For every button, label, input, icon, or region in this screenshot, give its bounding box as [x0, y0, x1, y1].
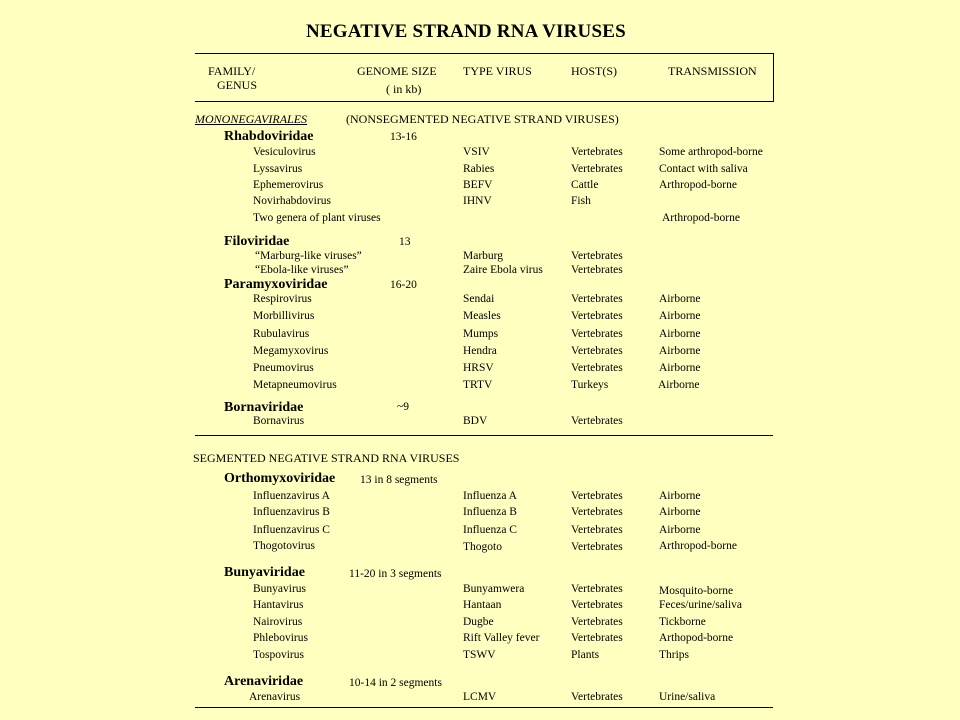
family-name: Filoviridae [224, 234, 290, 249]
genome-size-value: 13 [399, 236, 411, 248]
type-virus-cell: LCMV [463, 691, 497, 703]
genus-cell: Nairovirus [253, 616, 303, 628]
family-name: Orthomyxoviridae [224, 471, 336, 486]
section-divider-rule [195, 435, 773, 436]
genome-size-value: ~9 [397, 401, 409, 413]
genus-cell: Lyssavirus [253, 163, 303, 175]
genus-cell: Vesiculovirus [253, 146, 316, 158]
host-cell: Vertebrates [571, 541, 623, 553]
right-border [773, 53, 774, 102]
genus-cell: Rubulavirus [253, 328, 310, 340]
transmission-cell: Airborne [659, 524, 701, 536]
host-cell: Vertebrates [571, 490, 623, 502]
genus-cell: Bornavirus [253, 415, 305, 427]
host-cell: Vertebrates [571, 506, 623, 518]
transmission-cell: Tickborne [659, 616, 706, 628]
genus-cell: Pneumovirus [253, 362, 314, 374]
type-virus-cell: Bunyamwera [463, 583, 525, 595]
transmission-cell: Airborne [659, 490, 701, 502]
transmission-cell: Arthropod-borne [659, 540, 737, 552]
family-name: Paramyxoviridae [224, 277, 328, 292]
genome-size-value: 11-20 in 3 segments [349, 568, 442, 580]
genus-cell: Megamyxovirus [253, 345, 329, 357]
header-type-virus: TYPE VIRUS [463, 64, 532, 78]
host-cell: Vertebrates [571, 632, 623, 644]
genus-cell: Metapneumovirus [253, 379, 337, 391]
host-cell: Vertebrates [571, 415, 623, 427]
genus-cell: Thogotovirus [253, 540, 315, 552]
transmission-cell: Airborne [658, 379, 700, 391]
type-virus-cell: Influenza C [463, 524, 517, 536]
genus-cell: Phlebovirus [253, 632, 308, 644]
type-virus-cell: Hendra [463, 345, 497, 357]
transmission-cell: Thrips [659, 649, 690, 661]
family-name: Arenaviridae [224, 674, 304, 689]
genus-cell: Influenzavirus C [253, 524, 330, 536]
genus-cell: Bunyavirus [253, 583, 307, 595]
genus-cell: Hantavirus [253, 599, 304, 611]
type-virus-cell: IHNV [463, 195, 492, 207]
header-rule [195, 101, 773, 102]
transmission-cell: Arthopod-borne [659, 632, 734, 644]
type-virus-cell: Sendai [463, 293, 495, 305]
type-virus-cell: Thogoto [463, 541, 502, 553]
type-virus-cell: Zaire Ebola virus [463, 264, 543, 276]
host-cell: Fish [571, 195, 591, 207]
type-virus-cell: HRSV [463, 362, 494, 374]
type-virus-cell: Influenza A [463, 490, 517, 502]
genus-cell: Morbillivirus [253, 310, 315, 322]
slide-title: NEGATIVE STRAND RNA VIRUSES [306, 21, 626, 42]
family-name: Bornaviridae [224, 400, 304, 415]
host-cell: Vertebrates [571, 362, 623, 374]
type-virus-cell: Hantaan [463, 599, 502, 611]
host-cell: Turkeys [571, 379, 609, 391]
type-virus-cell: Marburg [463, 250, 504, 262]
order-name: MONONEGAVIRALES [195, 112, 308, 126]
transmission-cell: Some arthropod-borne [659, 146, 763, 158]
transmission-cell: Contact with saliva [659, 163, 748, 175]
top-rule [195, 53, 773, 54]
transmission-cell: Airborne [659, 310, 701, 322]
transmission-cell: Arthropod-borne [662, 212, 740, 224]
header-genus: GENUS [217, 78, 258, 92]
header-hosts: HOST(S) [571, 64, 618, 78]
section-label: SEGMENTED NEGATIVE STRAND RNA VIRUSES [193, 451, 460, 465]
genus-cell: Influenzavirus A [253, 490, 330, 502]
genus-cell: Two genera of plant viruses [253, 212, 381, 224]
transmission-cell: Airborne [659, 293, 701, 305]
family-name: Bunyaviridae [224, 565, 305, 580]
header-genome-size: GENOME SIZE [357, 64, 437, 78]
family-name: Rhabdoviridae [224, 129, 314, 144]
host-cell: Vertebrates [571, 583, 623, 595]
host-cell: Vertebrates [571, 599, 623, 611]
host-cell: Vertebrates [571, 345, 623, 357]
type-virus-cell: Influenza B [463, 506, 517, 518]
host-cell: Vertebrates [571, 524, 623, 536]
transmission-cell: Airborne [659, 328, 701, 340]
transmission-cell: Feces/urine/saliva [659, 599, 743, 611]
genus-cell: Influenzavirus B [253, 506, 330, 518]
type-virus-cell: Measles [463, 310, 501, 322]
header-family: FAMILY/ [208, 64, 256, 78]
header-genome-size-unit: ( in kb) [386, 82, 422, 96]
type-virus-cell: TRTV [463, 379, 493, 391]
type-virus-cell: BEFV [463, 179, 493, 191]
transmission-cell: Arthropod-borne [659, 179, 737, 191]
transmission-cell: Airborne [659, 506, 701, 518]
host-cell: Cattle [571, 179, 599, 191]
transmission-cell: Airborne [659, 362, 701, 374]
type-virus-cell: VSIV [463, 146, 490, 158]
genus-cell: Tospovirus [253, 649, 304, 661]
genome-size-value: 16-20 [390, 279, 417, 291]
genus-cell: “Ebola-like viruses” [255, 264, 349, 276]
host-cell: Vertebrates [571, 250, 623, 262]
host-cell: Vertebrates [571, 146, 623, 158]
type-virus-cell: Rabies [463, 163, 495, 175]
bottom-rule [195, 707, 773, 708]
transmission-cell: Airborne [659, 345, 701, 357]
transmission-cell: Urine/saliva [659, 691, 716, 703]
host-cell: Plants [571, 649, 600, 661]
genus-cell: Novirhabdovirus [253, 195, 331, 207]
section-label: (NONSEGMENTED NEGATIVE STRAND VIRUSES) [346, 112, 619, 126]
genome-size-value: 10-14 in 2 segments [349, 677, 442, 689]
genus-cell: Ephemerovirus [253, 179, 324, 191]
genus-cell: Respirovirus [253, 293, 312, 305]
transmission-cell: Mosquito-borne [659, 585, 734, 597]
host-cell: Vertebrates [571, 310, 623, 322]
genus-cell: Arenavirus [249, 691, 301, 703]
host-cell: Vertebrates [571, 293, 623, 305]
type-virus-cell: Rift Valley fever [463, 632, 540, 644]
genus-cell: “Marburg-like viruses” [255, 250, 362, 262]
host-cell: Vertebrates [571, 328, 623, 340]
host-cell: Vertebrates [571, 691, 623, 703]
type-virus-cell: TSWV [463, 649, 496, 661]
header-transmission: TRANSMISSION [668, 64, 757, 78]
genome-size-value: 13-16 [390, 131, 417, 143]
host-cell: Vertebrates [571, 163, 623, 175]
host-cell: Vertebrates [571, 264, 623, 276]
genome-size-value: 13 in 8 segments [360, 474, 438, 486]
type-virus-cell: Mumps [463, 328, 499, 340]
type-virus-cell: Dugbe [463, 616, 494, 628]
host-cell: Vertebrates [571, 616, 623, 628]
type-virus-cell: BDV [463, 415, 488, 427]
